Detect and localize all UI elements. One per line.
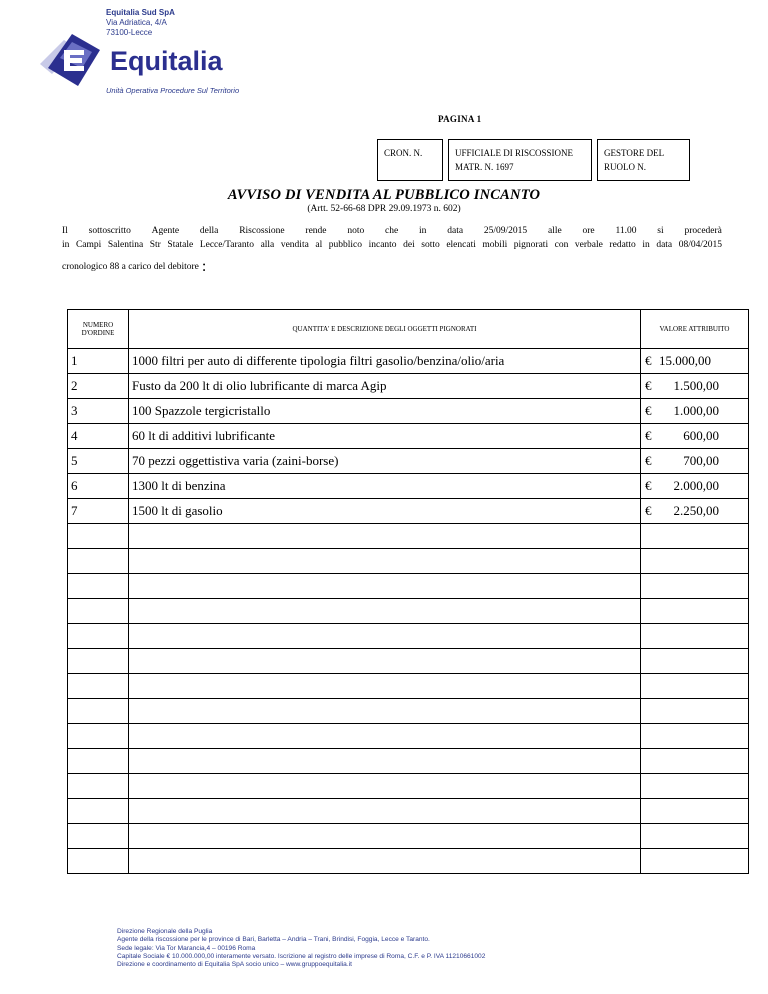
row-value: 1.500,00 [673,378,719,393]
empty-table-row [68,674,749,699]
table-row [68,449,749,474]
table-row [68,499,749,524]
row-value-cell [641,499,749,524]
empty-table-row [68,599,749,624]
empty-table-row [68,824,749,849]
empty-cell [129,599,641,624]
row-description: 100 Spazzole tergicristallo [129,399,641,424]
notice-word: Il [62,226,68,236]
row-number: 2 [68,374,129,399]
header-valore: VALORE ATTRIBUITO [641,310,749,349]
empty-cell [641,624,749,649]
notice-line-2: in Campi Salentina Str Statale Lecce/Taranto alla vendita al pubblico incanto dei sotto elencati mobili pignorati con verbale redatto in data 08/04/2015 [62,240,722,250]
empty-table-row [68,524,749,549]
header-descrizione: QUANTITA' E DESCRIZIONE DEGLI OGGETTI PIGNORATI [129,310,641,349]
notice-word: alle [547,226,562,236]
empty-cell [129,824,641,849]
table-row [68,349,749,374]
empty-table-row [68,749,749,774]
notice-word: Agente [151,226,180,236]
row-description: 60 lt di additivi lubrificante [129,424,641,449]
empty-cell [68,524,129,549]
empty-cell [68,599,129,624]
row-value: 2.000,00 [673,478,719,493]
empty-cell [129,799,641,824]
equitalia-logo-icon [38,30,110,88]
empty-cell [641,524,749,549]
empty-cell [641,674,749,699]
notice-word: in [419,226,427,236]
currency-symbol: € [645,503,652,518]
cron-box [377,139,443,181]
empty-cell [68,574,129,599]
ufficiale-box [448,139,592,181]
row-value-cell [641,449,749,474]
cron-label: CRON. N. [384,148,423,158]
notice-word: Riscossione [239,226,285,236]
empty-cell [641,649,749,674]
row-value-cell [641,399,749,424]
ufficiale-label: UFFICIALE DI RISCOSSIONE [455,148,574,158]
empty-cell [68,649,129,674]
row-description: 1300 lt di benzina [129,474,641,499]
empty-cell [68,849,129,874]
empty-cell [68,699,129,724]
empty-table-row [68,624,749,649]
sender-street: Via Adriatica, 4/A [106,18,167,27]
document-title: AVVISO DI VENDITA AL PUBBLICO INCANTO [227,187,541,203]
debtor-label: cronologico 88 a carico del debitore [62,262,199,272]
sender-address [106,8,175,38]
empty-cell [129,674,641,699]
notice-line-1 [62,226,722,236]
empty-cell [641,549,749,574]
empty-cell [68,549,129,574]
notice-word: sottoscritto [88,226,131,236]
empty-cell [129,699,641,724]
header-numero [68,310,129,349]
gestore-box [597,139,690,181]
row-value: 600,00 [683,428,719,443]
empty-cell [129,549,641,574]
notice-word: ore [582,226,595,236]
currency-symbol: € [645,453,652,468]
empty-cell [641,599,749,624]
empty-table-row [68,774,749,799]
empty-cell [68,799,129,824]
table-header-row [68,310,749,349]
empty-table-row [68,849,749,874]
notice-line-3 [62,258,206,276]
empty-cell [129,624,641,649]
unit-name: Unità Operativa Procedure Sul Territorio [106,86,240,95]
empty-table-row [68,799,749,824]
document-subtitle: (Artt. 52-66-68 DPR 29.09.1973 n. 602) [307,204,461,214]
header-numero-line1: NUMERO [82,321,114,329]
empty-cell [129,524,641,549]
empty-cell [641,724,749,749]
table-row [68,474,749,499]
table-row [68,399,749,424]
notice-word: della [199,226,219,236]
footer [117,928,485,969]
header-numero-line2: D'ORDINE [81,329,115,337]
currency-symbol: € [645,353,652,368]
page-number: PAGINA 1 [438,114,482,124]
footer-line-4: Capitale Sociale € 10.000.000,00 interamente versato. Iscrizione al registro delle imprese di Roma, C.F. e P. IVA 11210661002 [117,952,486,960]
empty-cell [68,724,129,749]
table-row [68,374,749,399]
notice-word: procederà [684,226,722,236]
row-description: 1000 filtri per auto di differente tipologia filtri gasolio/benzina/olio/aria [129,349,641,374]
row-number: 5 [68,449,129,474]
footer-line-5: Direzione e coordinamento di Equitalia SpA socio unico – www.gruppoequitalia.it [117,961,352,969]
row-number: 6 [68,474,129,499]
row-number: 1 [68,349,129,374]
row-value: 15.000,00 [659,353,711,368]
empty-table-row [68,724,749,749]
row-number: 4 [68,424,129,449]
ruolo-label: RUOLO N. [604,162,646,172]
empty-cell [68,774,129,799]
row-number: 7 [68,499,129,524]
empty-cell [129,774,641,799]
empty-cell [641,749,749,774]
empty-cell [68,749,129,774]
notice-word: data [447,226,464,236]
notice-word: si [657,226,664,236]
currency-symbol: € [645,478,652,493]
empty-cell [68,824,129,849]
footer-line-2: Agente della riscossione per le province di Bari, Barletta – Andria – Trani, Brindisi, Foggia, Lecce e Taranto. [117,936,430,944]
notice-word: rende [305,226,327,236]
equitalia-logo-text: Equitalia [110,46,223,76]
empty-cell [641,799,749,824]
row-value-cell [641,474,749,499]
row-value: 2.250,00 [673,503,719,518]
currency-symbol: € [645,378,652,393]
row-description: Fusto da 200 lt di olio lubrificante di marca Agip [129,374,641,399]
empty-cell [129,724,641,749]
empty-table-row [68,574,749,599]
table-row [68,424,749,449]
empty-cell [129,574,641,599]
notice-word: che [385,226,399,236]
empty-cell [641,574,749,599]
notice-word: noto [347,226,365,236]
footer-line-3: Sede legale: Via Tor Marancia,4 – 00196 Roma [117,944,256,952]
row-value: 1.000,00 [673,403,719,418]
items-table [67,309,749,874]
row-value-cell [641,349,749,374]
empty-cell [129,849,641,874]
empty-cell [68,674,129,699]
currency-symbol: € [645,403,652,418]
row-value-cell [641,374,749,399]
row-value: 700,00 [683,453,719,468]
row-description: 1500 lt di gasolio [129,499,641,524]
footer-line-1: Direzione Regionale della Puglia [117,928,213,935]
empty-cell [641,824,749,849]
empty-table-row [68,549,749,574]
empty-cell [68,624,129,649]
row-value-cell [641,424,749,449]
empty-table-row [68,699,749,724]
empty-cell [129,649,641,674]
empty-cell [641,699,749,724]
empty-cell [641,849,749,874]
matricola-label: MATR. N. 1697 [455,162,514,172]
sender-city: 73100-Lecce [106,28,153,37]
notice-word: 11.00 [615,226,637,236]
notice-word: 25/09/2015 [483,226,528,236]
currency-symbol: € [645,428,652,443]
row-number: 3 [68,399,129,424]
empty-cell [129,749,641,774]
empty-cell [641,774,749,799]
gestore-label: GESTORE DEL [604,148,665,158]
sender-name: Equitalia Sud SpA [106,8,175,17]
empty-table-row [68,649,749,674]
colon: : [201,258,207,275]
row-description: 70 pezzi oggettistiva varia (zaini-borse) [129,449,641,474]
